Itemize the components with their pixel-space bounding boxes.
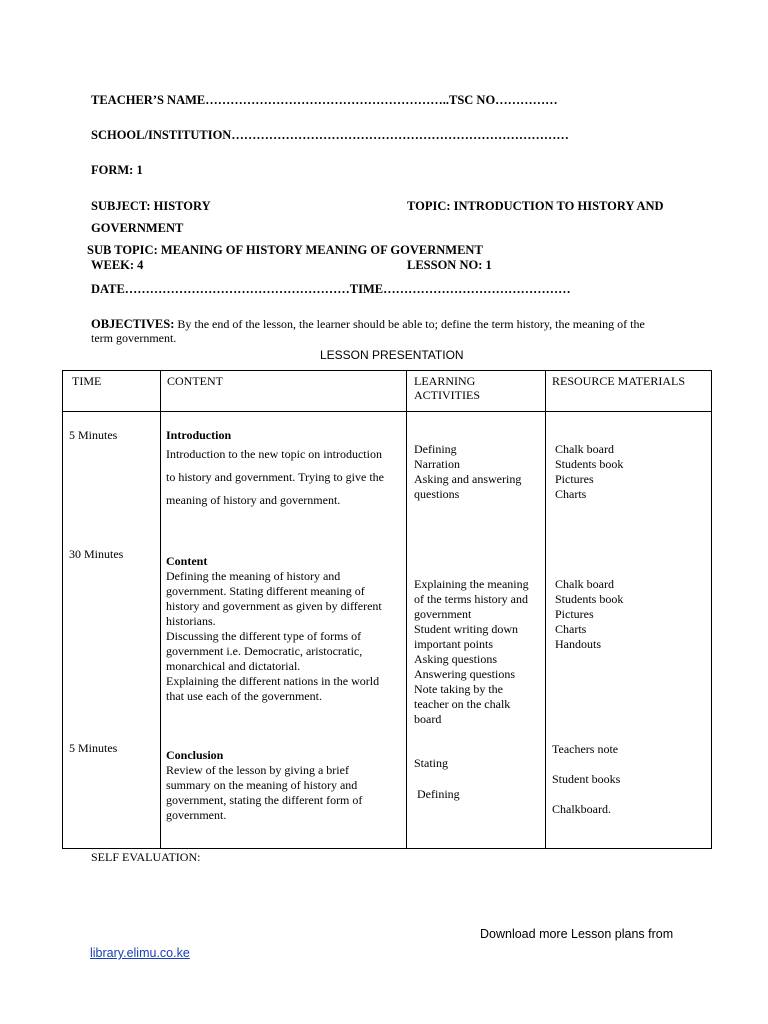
activity-item: teacher on the chalk <box>414 697 511 711</box>
content-line: government. Stating different meaning of <box>166 584 365 598</box>
activity-item: Asking questions <box>414 652 498 666</box>
row-1-resources <box>555 442 623 502</box>
topic-continued: GOVERNMENT <box>91 221 184 235</box>
activity-item: Answering questions <box>414 667 515 681</box>
activity-item: board <box>414 712 442 726</box>
col-header-activities: ACTIVITIES <box>414 388 480 402</box>
subject-line: SUBJECT: HISTORY <box>91 199 211 213</box>
content-line: history and government as given by different <box>166 599 382 613</box>
content-line: Discussing the different type of forms of <box>166 629 362 643</box>
objectives-text-1: By the end of the lesson, the learner should be able to; define the term history, the meaning of the <box>174 317 645 331</box>
topic-line: TOPIC: INTRODUCTION TO HISTORY AND <box>407 199 664 213</box>
content-line: summary on the meaning of history and <box>166 778 358 792</box>
activity-item: government <box>414 607 472 621</box>
form-line: FORM: 1 <box>91 163 143 177</box>
row-1-activities <box>414 442 521 502</box>
table-right-border <box>711 370 712 849</box>
row-3-time: 5 Minutes <box>69 741 118 755</box>
resource-item: Students book <box>555 457 624 471</box>
row-3-resource-2: Student books <box>552 772 621 786</box>
activity-item: Narration <box>414 457 460 471</box>
activity-item: Asking and answering <box>414 472 522 486</box>
row-3-resource-1: Teachers note <box>552 742 619 756</box>
date-time-line: DATE………………………………………………TIME……………………………………… <box>91 282 571 296</box>
content-line: to history and government. Trying to give the <box>166 470 384 484</box>
objectives <box>91 317 645 332</box>
activity-item: questions <box>414 487 460 501</box>
row-2-heading: Content <box>166 554 208 568</box>
resource-item: Charts <box>555 622 587 636</box>
self-evaluation-label: SELF EVALUATION: <box>91 850 201 864</box>
row-3-heading: Conclusion <box>166 748 224 762</box>
resource-item: Students book <box>555 592 624 606</box>
col-divider-2 <box>406 370 407 849</box>
content-line: government, stating the different form of <box>166 793 363 807</box>
resource-item: Handouts <box>555 637 601 651</box>
objectives-text-2: term government. <box>91 331 177 345</box>
row-1-content <box>166 443 384 512</box>
objectives-label: OBJECTIVES: <box>91 317 175 331</box>
content-line: that use each of the government. <box>166 689 322 703</box>
content-line: monarchical and dictatorial. <box>166 659 301 673</box>
col-header-time: TIME <box>72 374 102 388</box>
col-header-content: CONTENT <box>167 374 223 388</box>
content-line: government i.e. Democratic, aristocratic, <box>166 644 363 658</box>
resource-item: Pictures <box>555 607 594 621</box>
activity-item: Student writing down <box>414 622 518 636</box>
resource-item: Pictures <box>555 472 594 486</box>
content-line: Defining the meaning of history and <box>166 569 341 583</box>
row-3-content <box>166 763 362 823</box>
row-2-activities <box>414 577 529 727</box>
subtopic-line: SUB TOPIC: MEANING OF HISTORY MEANING OF GOVERNMENT <box>87 243 483 257</box>
week-line: WEEK: 4 <box>91 258 144 272</box>
table-title: LESSON PRESENTATION <box>320 348 464 362</box>
col-header-learning: LEARNING <box>414 374 476 388</box>
content-line: meaning of history and government. <box>166 493 341 507</box>
activity-item: Explaining the meaning <box>414 577 529 591</box>
row-2-content <box>166 569 382 704</box>
activity-item: important points <box>414 637 493 651</box>
content-line: Introduction to the new topic on introduction <box>166 447 382 461</box>
resource-item: Chalk board <box>555 577 614 591</box>
activity-item: Defining <box>414 442 457 456</box>
activity-item: of the terms history and <box>414 592 528 606</box>
resource-item: Chalk board <box>555 442 614 456</box>
lesson-no-line: LESSON NO: 1 <box>407 258 492 272</box>
col-header-resources: RESOURCE MATERIALS <box>552 374 686 388</box>
elimu-library-link[interactable]: library.elimu.co.ke <box>90 946 190 960</box>
row-1-time: 5 Minutes <box>69 428 118 442</box>
content-line: government. <box>166 808 227 822</box>
row-3-resource-3: Chalkboard. <box>552 802 611 816</box>
resource-item: Charts <box>555 487 587 501</box>
content-line: Explaining the different nations in the world <box>166 674 380 688</box>
school-line: SCHOOL/INSTITUTION……………………………………………………………………… <box>91 128 569 142</box>
col-divider-1 <box>160 370 161 849</box>
row-3-activity-1: Stating <box>414 756 449 770</box>
row-3-activity-2: Defining <box>417 787 460 801</box>
content-line: historians. <box>166 614 216 628</box>
row-2-resources <box>555 577 623 652</box>
row-2-time: 30 Minutes <box>69 547 124 561</box>
content-line: Review of the lesson by giving a brief <box>166 763 349 777</box>
teacher-name-line: TEACHER’S NAME…………………………………………………..TSC NO…………… <box>91 93 558 107</box>
row-1-heading: Introduction <box>166 428 232 442</box>
col-divider-3 <box>545 370 546 849</box>
activity-item: Note taking by the <box>414 682 503 696</box>
table-left-border <box>62 370 63 849</box>
download-text: Download more Lesson plans from <box>480 927 674 941</box>
